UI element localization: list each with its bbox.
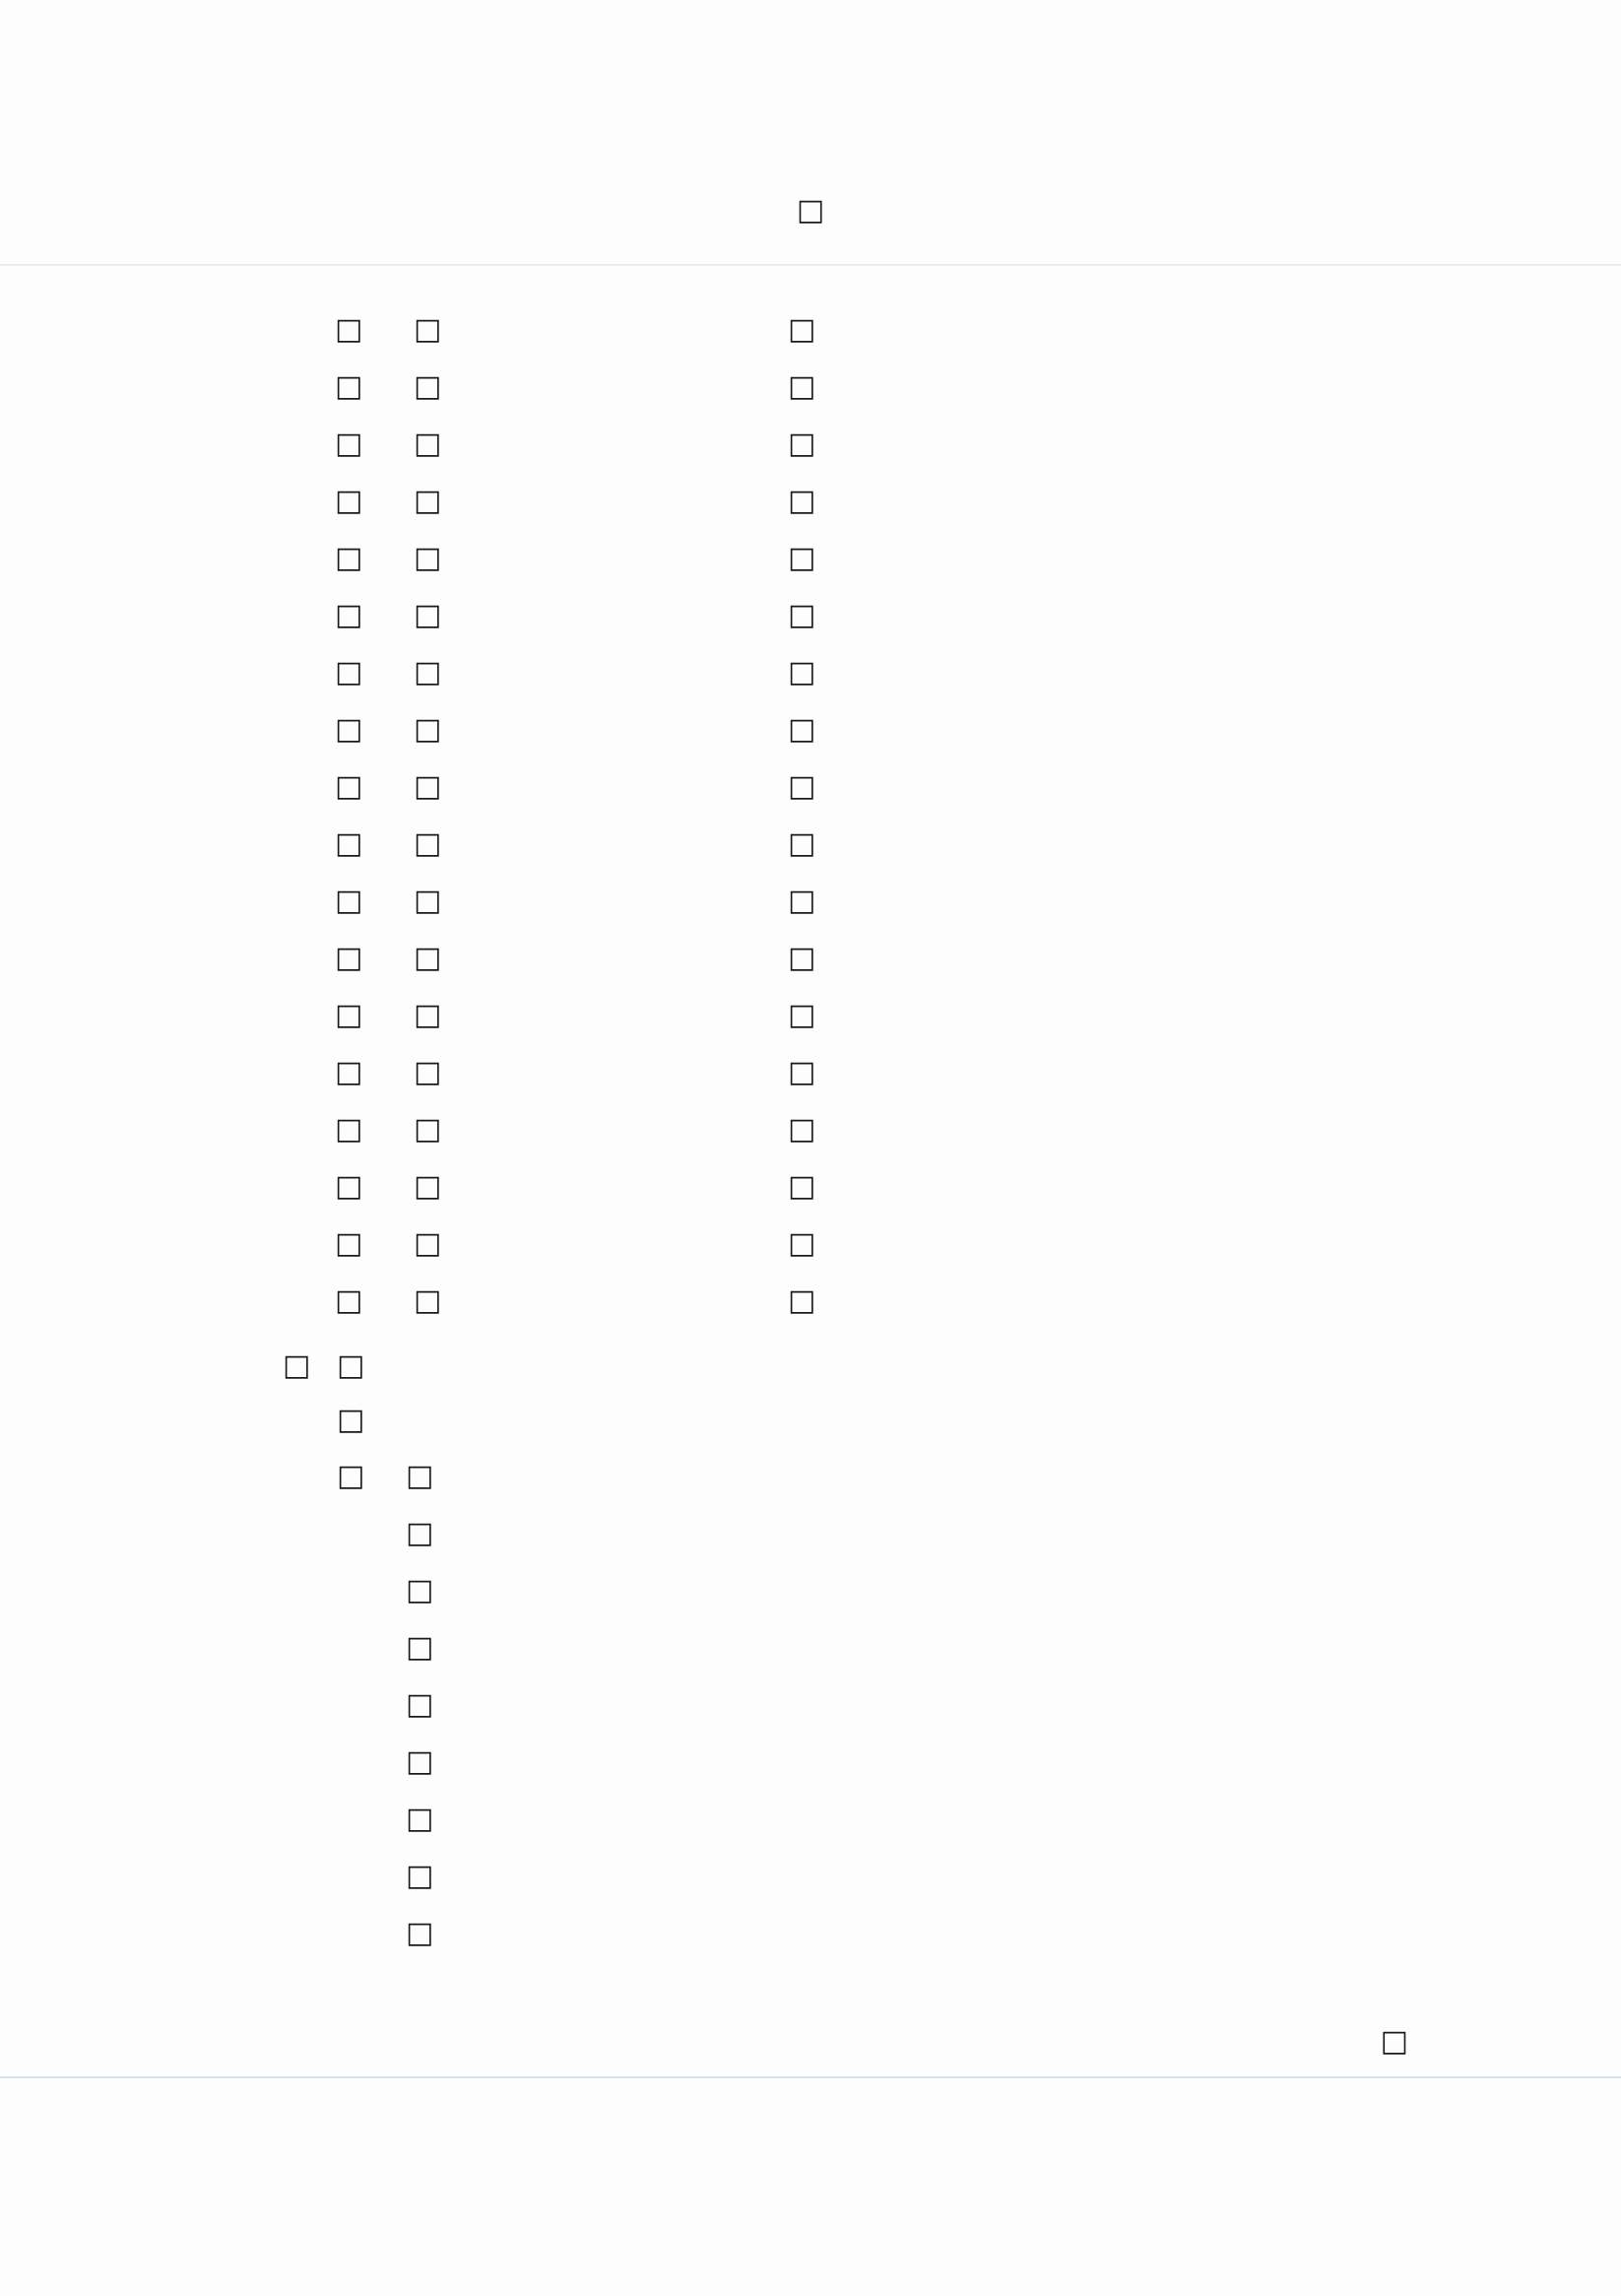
participant-row — [335, 872, 1546, 929]
paragraph-line: □ — [406, 1459, 434, 1493]
participant-row — [335, 1043, 1546, 1100]
participant-role: □ — [788, 426, 816, 461]
paragraph-line: □ — [406, 1859, 434, 1893]
page-number: □ — [796, 193, 825, 228]
participant-row — [335, 300, 1546, 358]
participant-number: □ — [335, 940, 363, 975]
scan-line-top — [0, 264, 1621, 266]
paragraph-line: □ — [406, 1573, 434, 1607]
participant-role: □ — [788, 1282, 816, 1318]
participant-role: □ — [788, 1111, 816, 1147]
participant-role: □ — [788, 654, 816, 689]
participant-number: □ — [335, 1282, 363, 1318]
participant-name: □ — [414, 483, 442, 518]
participant-name: □ — [414, 540, 442, 575]
participant-row — [335, 1214, 1546, 1272]
participant-row — [335, 757, 1546, 815]
participant-number: □ — [335, 768, 363, 804]
participant-row — [335, 815, 1546, 872]
participant-name: □ — [414, 997, 442, 1032]
subsection-body — [406, 1448, 1455, 1962]
subsection-number: □ — [337, 1459, 365, 1493]
participant-number: □ — [335, 997, 363, 1032]
participant-name: □ — [414, 940, 442, 975]
participant-name: □ — [414, 597, 442, 632]
participant-name: □ — [414, 711, 442, 747]
activity-summary-section — [283, 1338, 1455, 1962]
participant-role: □ — [788, 997, 816, 1032]
participant-role: □ — [788, 1168, 816, 1204]
participant-name: □ — [414, 1168, 442, 1204]
subsection — [337, 1448, 1455, 1962]
participant-role: □ — [788, 483, 816, 518]
section-intro: □ — [337, 1403, 365, 1437]
participant-number: □ — [335, 540, 363, 575]
participant-number: □ — [335, 883, 363, 918]
participant-row — [335, 700, 1546, 757]
participant-row — [335, 643, 1546, 700]
section-heading — [283, 1338, 1455, 1393]
participant-role: □ — [788, 883, 816, 918]
participant-name: □ — [414, 1282, 442, 1318]
participant-name: □ — [414, 654, 442, 689]
participant-name: □ — [414, 368, 442, 404]
participant-name: □ — [414, 883, 442, 918]
participant-row — [335, 358, 1546, 415]
participant-role: □ — [788, 540, 816, 575]
participant-role: □ — [788, 311, 816, 347]
participant-role: □ — [788, 940, 816, 975]
participant-number: □ — [335, 426, 363, 461]
participant-role: □ — [788, 825, 816, 861]
participant-role: □ — [788, 1225, 816, 1261]
participant-number: □ — [335, 1168, 363, 1204]
paragraph-line: □ — [406, 1516, 434, 1550]
participant-row — [335, 529, 1546, 586]
paragraph-line: □ — [406, 1630, 434, 1665]
participant-row — [335, 1100, 1546, 1157]
participant-number: □ — [335, 597, 363, 632]
participant-role: □ — [788, 768, 816, 804]
section-number: □ — [283, 1347, 311, 1383]
participant-name: □ — [414, 1225, 442, 1261]
participant-number: □ — [335, 1111, 363, 1147]
paragraph-line: □ — [406, 1687, 434, 1722]
participant-name: □ — [414, 1054, 442, 1089]
participant-name: □ — [414, 768, 442, 804]
participant-row — [335, 929, 1546, 986]
paragraph-line: □ — [406, 1802, 434, 1836]
participant-row — [335, 1157, 1546, 1214]
participant-role: □ — [788, 711, 816, 747]
participant-row — [335, 1272, 1546, 1329]
participant-name: □ — [414, 426, 442, 461]
participant-name: □ — [414, 311, 442, 347]
continuation-footer: □ — [1380, 2024, 1408, 2059]
participant-number: □ — [335, 483, 363, 518]
participant-number: □ — [335, 654, 363, 689]
participant-row — [335, 986, 1546, 1043]
participant-number: □ — [335, 311, 363, 347]
participant-number: □ — [335, 1054, 363, 1089]
paragraph-line: □ — [406, 1744, 434, 1779]
participant-role: □ — [788, 597, 816, 632]
participant-number: □ — [335, 711, 363, 747]
participant-number: □ — [335, 1225, 363, 1261]
participant-number: □ — [335, 825, 363, 861]
participant-number: □ — [335, 368, 363, 404]
section-title: □ — [337, 1347, 365, 1383]
paragraph-line: □ — [406, 1916, 434, 1950]
participant-name: □ — [414, 1111, 442, 1147]
participant-role: □ — [788, 1054, 816, 1089]
scan-line-bottom — [0, 2076, 1621, 2078]
participant-role: □ — [788, 368, 816, 404]
participant-name: □ — [414, 825, 442, 861]
participant-row — [335, 472, 1546, 529]
participant-row — [335, 415, 1546, 472]
participant-list — [335, 300, 1546, 1329]
participant-row — [335, 586, 1546, 643]
